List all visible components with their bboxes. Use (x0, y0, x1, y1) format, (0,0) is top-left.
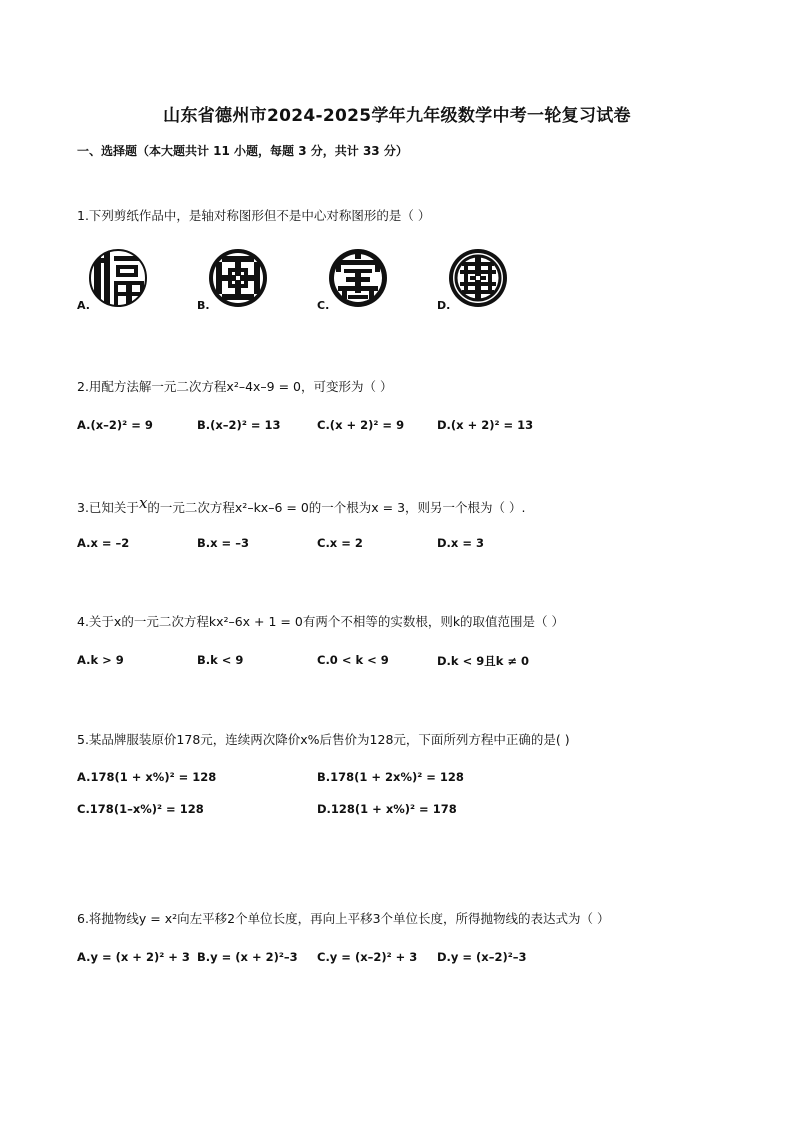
question-6-stem: 6.将抛物线y = x²向左平移2个单位长度，再向上平移3个单位长度，所得抛物线的表达式为（ ） (77, 911, 610, 926)
square-knot-seal-icon (208, 248, 268, 308)
option-4d: D.k < 9且k ≠ 0 (437, 654, 529, 668)
option-2c: C.(x + 2)² = 9 (317, 418, 405, 432)
question-3-stem-pre: 3.已知关于 (77, 500, 139, 515)
question-3-variable: x (138, 494, 148, 512)
option-3b: B.x = –3 (197, 536, 249, 550)
option-4c: C.0 < k < 9 (317, 653, 389, 667)
option-6b: B.y = (x + 2)²–3 (197, 950, 298, 964)
option-2b: B.(x–2)² = 13 (197, 418, 281, 432)
option-1d-label: D. (437, 299, 451, 312)
option-3c: C.x = 2 (317, 536, 363, 550)
option-1b-label: B. (197, 299, 210, 312)
question-1-stem: 1.下列剪纸作品中，是轴对称图形但不是中心对称图形的是（ ） (77, 208, 431, 223)
option-6c: C.y = (x–2)² + 3 (317, 950, 418, 964)
question-5-stem: 5.某品牌服装原价178元，连续两次降价x%后售价为128元，下面所列方程中正确的是( ) (77, 732, 570, 747)
option-1a-label: A. (77, 299, 90, 312)
maze-seal-icon (448, 248, 508, 308)
option-4b: B.k < 9 (197, 653, 244, 667)
section-header: 一、选择题（本大题共计 11 小题，每题 3 分，共计 33 分） (77, 144, 408, 158)
question-4-stem: 4.关于x的一元二次方程kx²–6x + 1 = 0有两个不相等的实数根，则k的取值范围是（ ） (77, 614, 565, 629)
option-3a: A.x = –2 (77, 536, 130, 550)
fu-seal-icon (88, 248, 148, 308)
option-5c: C.178(1–x%)² = 128 (77, 802, 204, 816)
roof-seal-icon (328, 248, 388, 308)
option-3d: D.x = 3 (437, 536, 484, 550)
option-6a: A.y = (x + 2)² + 3 (77, 950, 190, 964)
option-6d: D.y = (x–2)²–3 (437, 950, 527, 964)
page-title: 山东省德州市2024-2025学年九年级数学中考一轮复习试卷 (163, 106, 631, 126)
option-4a: A.k > 9 (77, 653, 124, 667)
option-5a: A.178(1 + x%)² = 128 (77, 770, 217, 784)
question-3-stem-post: 的一元二次方程x²–kx–6 = 0的一个根为x = 3，则另一个根为（ ）. (147, 500, 526, 515)
option-1c-label: C. (317, 299, 330, 312)
option-5b: B.178(1 + 2x%)² = 128 (317, 770, 464, 784)
option-5d: D.128(1 + x%)² = 178 (317, 802, 457, 816)
option-2d: D.(x + 2)² = 13 (437, 418, 534, 432)
question-2-stem: 2.用配方法解一元二次方程x²–4x–9 = 0，可变形为（ ） (77, 379, 393, 394)
question-3-stem (77, 494, 526, 516)
option-2a: A.(x–2)² = 9 (77, 418, 153, 432)
